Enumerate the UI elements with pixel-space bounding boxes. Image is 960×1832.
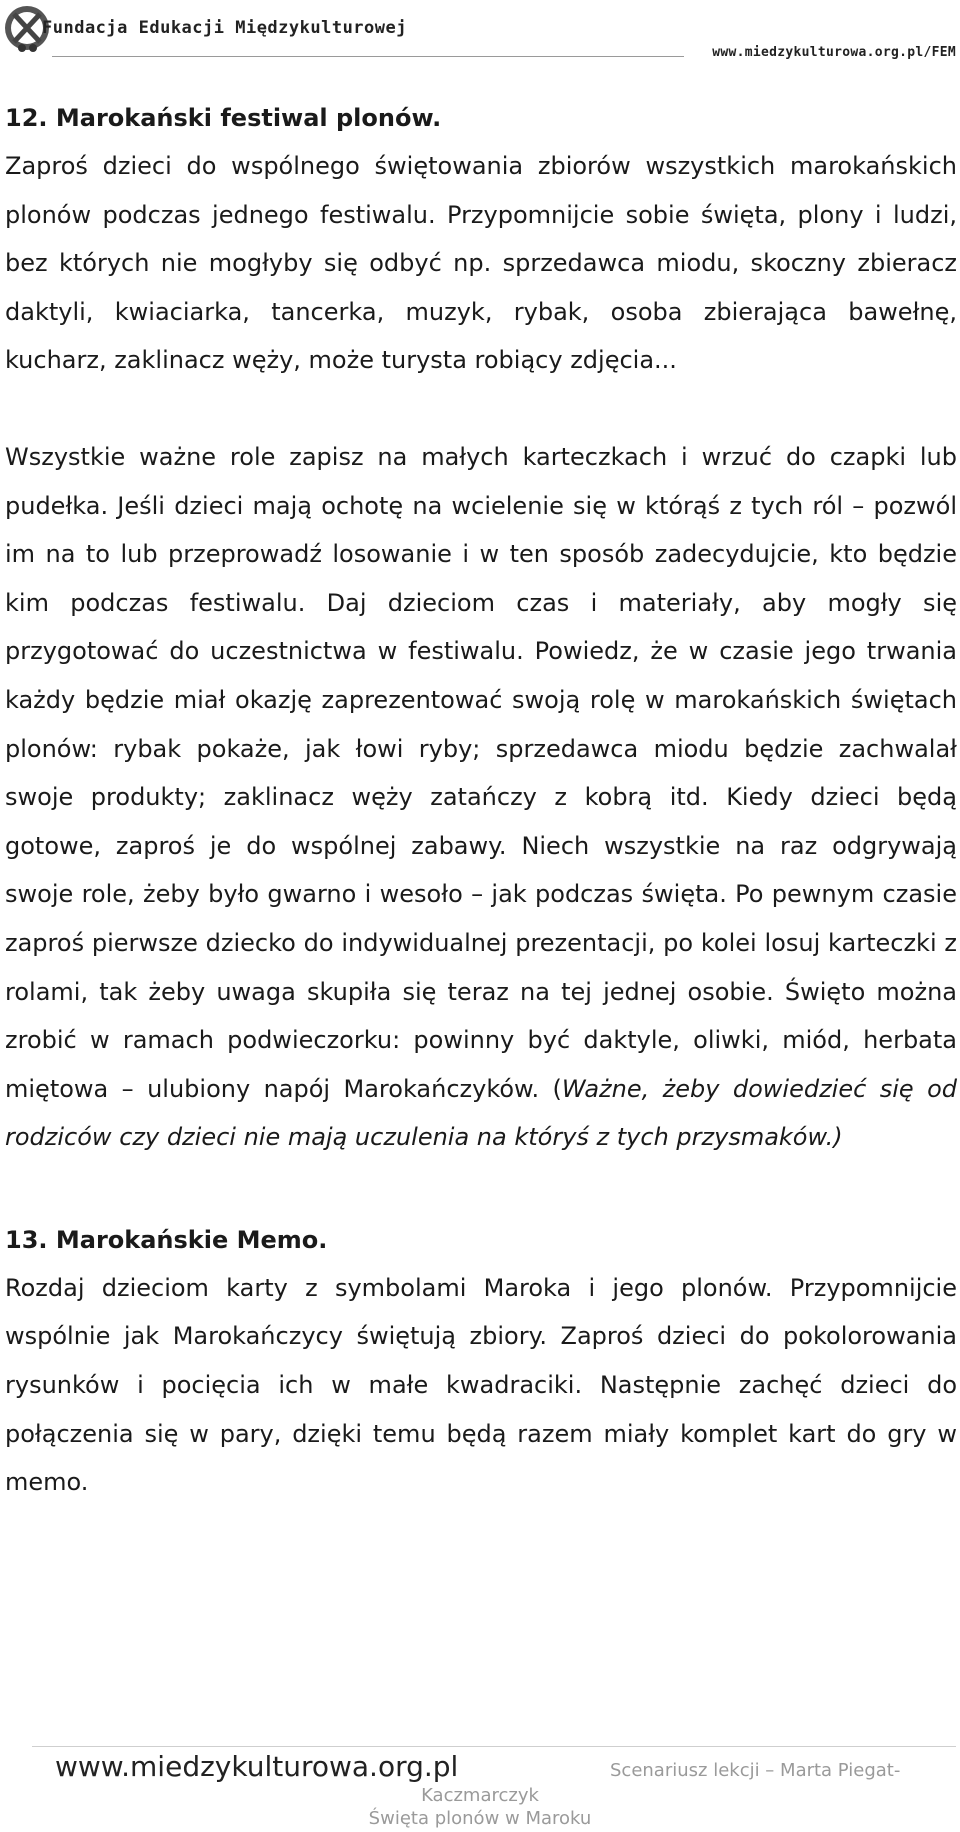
section-12-paragraph-2 [5, 433, 957, 1162]
section-12-paragraph-2-text: Wszystkie ważne role zapisz na małych karteczkach i wrzuć do czapki lub pudełka. Jeśli dzieci mają ochotę na wcielenie się w którąś z tych ról – pozwól im na to lub przeprowadź losowanie i w ten sposób zadecydujcie, kto będzie kim podczas festiwalu. Daj dzieciom czas i materiały, aby mogły się przygotować do uczestnictwa w festiwalu. Powiedz, że w czasie jego trwania każdy będzie miał okazję zaprezentować swoją rolę w marokańskich świętach plonów: rybak pokaże, jak łowi ryby; sprzedawca miodu będzie zachwalał swoje produkty; zaklinacz węży zatańczy z kobrą itd. Kiedy dzieci będą gotowe, zaproś je do wspólnej zabawy. Niech wszystkie na raz odgrywają swoje role, żeby było gwarno i wesoło – jak podczas święta. Po pewnym czasie zaproś pierwsze dziecko do indywidualnej prezentacji, po kolei losuj karteczki z rolami, tak żeby uwaga skupiła się teraz na tej jednej osobie. Święto można zrobić w ramach podwieczorku: powinny być daktyle, oliwki, miód, herbata miętowa – ulubiony napój Marokańczyków. ( [5, 442, 957, 1103]
footer-url[interactable]: www.miedzykulturowa.org.pl [55, 1750, 459, 1783]
allergy-note: Ważne, żeby dowiedzieć się od rodziców czy dzieci nie mają uczulenia na któryś z tych przysmaków.) [5, 1074, 958, 1152]
org-name: Fundacja Edukacji Międzykulturowej [42, 18, 407, 38]
footer-author: Kaczmarczyk [421, 1785, 539, 1806]
section-12-title: 12. Marokański festiwal plonów. [5, 104, 442, 132]
header-divider [52, 56, 684, 57]
header-url[interactable]: www.miedzykulturowa.org.pl/FEM [712, 45, 956, 60]
footer-divider [32, 1746, 956, 1747]
footer-topic: Święta plonów w Maroku [368, 1808, 592, 1829]
document-body [5, 94, 957, 1507]
page-header [0, 0, 960, 66]
section-13-paragraph-1: Rozdaj dzieciom karty z symbolami Maroka i jego plonów. Przypomnijcie wspólnie jak Marokańczycy świętują zbiory. Zaproś dzieci do pokolorowania rysunków i pocięcia ich w małe kwadraciki. Następnie zachęć dzieci do połączenia się w pary, dzięki temu będą razem miały komplet kart do gry w memo. [5, 1273, 957, 1497]
section-13-title: 13. Marokańskie Memo. [5, 1225, 328, 1254]
footer-credit: Scenariusz lekcji – Marta Piegat- [610, 1760, 901, 1781]
section-12-paragraph-1: Zaproś dzieci do wspólnego świętowania zbiorów wszystkich marokańskich plonów podczas jednego festiwalu. Przypomnijcie sobie święta, plony i ludzi, bez których nie mogłyby się odbyć np. sprzedawca miodu, skoczny zbieracz daktyli, kwiaciarka, tancerka, muzyk, rybak, osoba zbierająca bawełnę, kucharz, zaklinacz węży, może turysta robiący zdjęcia... [5, 152, 957, 375]
